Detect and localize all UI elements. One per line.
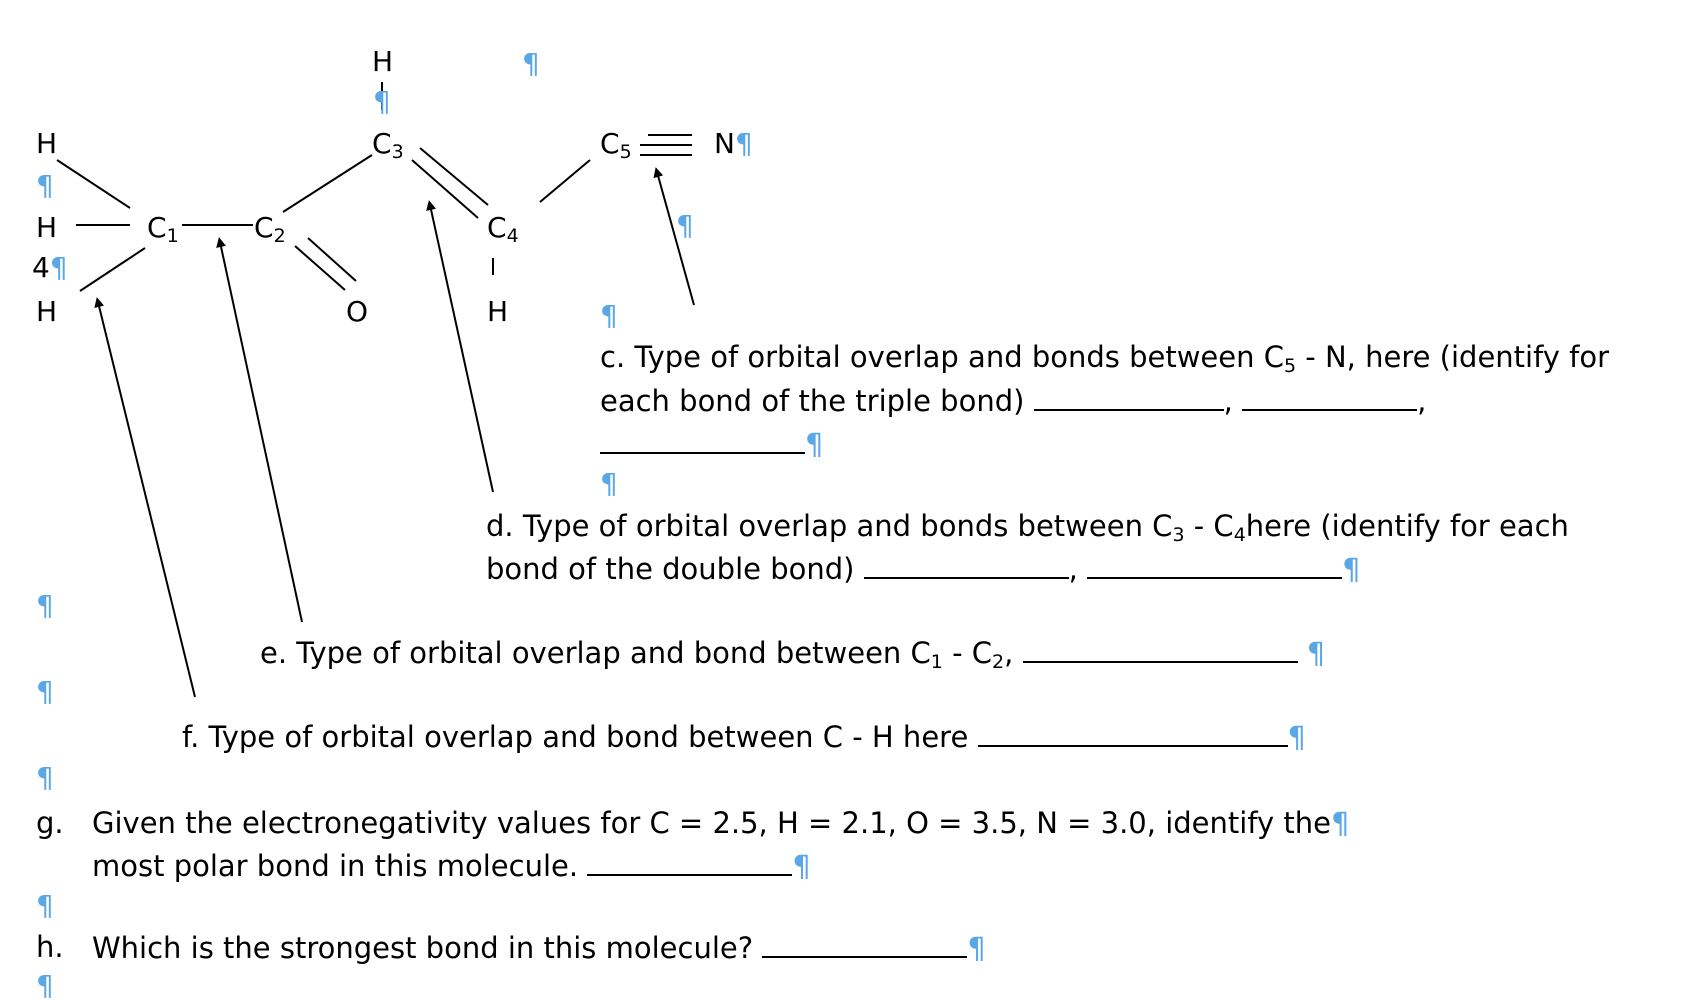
- atom-h3: H: [36, 295, 58, 328]
- atom-n: [714, 128, 753, 160]
- question-c-line1: [600, 340, 1610, 377]
- question-g-label: g.: [36, 806, 64, 840]
- pilcrow-mark: ¶: [600, 299, 618, 332]
- atom-c1-subscript: 1: [166, 225, 179, 247]
- pilcrow-mark: ¶: [676, 209, 694, 242]
- question-c-text-end: - N, here (identify for: [1296, 340, 1610, 374]
- pilcrow-mark: ¶: [1306, 636, 1326, 670]
- atom-h-c4: H: [487, 295, 509, 328]
- pilcrow-mark: ¶: [36, 589, 54, 622]
- atom-h2: H: [36, 211, 58, 244]
- question-e-subscript1: 1: [930, 651, 943, 673]
- pilcrow-mark: ¶: [1342, 552, 1361, 586]
- question-c-line2: [600, 383, 1426, 418]
- answer-blank-d1[interactable]: [864, 551, 1069, 579]
- atom-c2-symbol: C: [254, 211, 274, 244]
- pilcrow-mark: ¶: [36, 761, 54, 794]
- atom-h1: H: [36, 127, 58, 160]
- question-c-line3: [600, 426, 823, 461]
- question-e-end: ,: [1004, 636, 1023, 670]
- question-e-subscript2: 2: [992, 651, 1005, 673]
- question-d-text-end: here (identify for each: [1245, 509, 1569, 543]
- answer-blank-d2[interactable]: [1087, 551, 1342, 579]
- question-d-mid: - C: [1184, 509, 1234, 543]
- question-g-line1: [92, 806, 1349, 840]
- question-e-text: e. Type of orbital overlap and bond between C: [260, 636, 931, 670]
- comma: ,: [1223, 384, 1233, 418]
- pilcrow-mark: ¶: [36, 675, 54, 708]
- answer-blank-e[interactable]: [1023, 635, 1298, 663]
- answer-blank-f[interactable]: [978, 719, 1288, 747]
- answer-blank-h[interactable]: [762, 930, 967, 958]
- answer-blank-c2[interactable]: [1242, 383, 1417, 411]
- pilcrow-mark: ¶: [522, 47, 540, 80]
- comma: ,: [1068, 552, 1078, 586]
- pilcrow-mark: ¶: [734, 127, 753, 160]
- pilcrow-mark: ¶: [36, 889, 54, 922]
- pilcrow-mark: ¶: [36, 169, 54, 202]
- question-h-text: Which is the strongest bond in this molecule?: [92, 931, 763, 965]
- question-g-text: Given the electronegativity values for C = 2.5, H = 2.1, O = 3.5, N = 3.0, identify the: [92, 806, 1331, 840]
- arrow-f: [98, 302, 195, 697]
- atom-c1: [147, 211, 179, 247]
- pilcrow-mark: ¶: [967, 931, 986, 965]
- answer-blank-g[interactable]: [587, 848, 792, 876]
- pilcrow-mark: ¶: [373, 85, 391, 118]
- h-count-value: 4: [32, 251, 50, 284]
- atom-n-symbol: N: [714, 127, 735, 160]
- comma: ,: [1417, 384, 1427, 418]
- pilcrow-mark: ¶: [805, 427, 824, 461]
- pilcrow-mark: ¶: [1287, 720, 1306, 754]
- atom-c5-subscript: 5: [619, 141, 632, 163]
- pilcrow-mark: ¶: [792, 849, 811, 883]
- pilcrow-mark: ¶: [49, 251, 68, 284]
- bond-c2-c3: [283, 155, 372, 212]
- question-f-text: f. Type of orbital overlap and bond between C - H here: [182, 720, 978, 754]
- pilcrow-mark: ¶: [36, 969, 54, 1002]
- question-d-subscript1: 3: [1172, 524, 1185, 546]
- bond-c2-o-1: [295, 246, 345, 290]
- arrow-d: [430, 205, 493, 492]
- atom-c3-symbol: C: [372, 127, 392, 160]
- bond-c4-c5: [540, 160, 590, 202]
- question-f-line: [182, 719, 1306, 754]
- atom-c2: [254, 211, 286, 247]
- question-d-text: d. Type of orbital overlap and bonds between C: [486, 509, 1173, 543]
- atom-c2-subscript: 2: [273, 225, 286, 247]
- atom-c3-subscript: 3: [391, 141, 404, 163]
- pilcrow-mark: ¶: [1331, 806, 1350, 840]
- question-c-text2: each bond of the triple bond): [600, 384, 1034, 418]
- question-d-line1: [486, 509, 1569, 546]
- atom-c5: [600, 127, 632, 163]
- question-d-text2: bond of the double bond): [486, 552, 864, 586]
- arrow-e: [220, 242, 302, 622]
- pilcrow-mark: ¶: [600, 467, 618, 500]
- atom-o: O: [346, 295, 369, 328]
- question-g-text2: most polar bond in this molecule.: [92, 849, 588, 883]
- question-e-mid: - C: [942, 636, 993, 670]
- question-c-text: c. Type of orbital overlap and bonds between C: [600, 340, 1284, 374]
- atom-c4-symbol: C: [487, 211, 507, 244]
- question-g-line2: [92, 848, 811, 883]
- question-h-line: [92, 930, 986, 965]
- question-e-line: [260, 635, 1326, 673]
- question-c-subscript: 5: [1283, 355, 1297, 377]
- answer-blank-c1[interactable]: [1034, 383, 1224, 411]
- bond-c2-o-2: [308, 238, 356, 281]
- bond-h-c1-bottom: [80, 248, 145, 291]
- atom-c3: [372, 127, 404, 163]
- bond-h-c1-top: [57, 160, 130, 208]
- atom-h-top: H: [372, 45, 394, 78]
- question-h-label: h.: [36, 930, 64, 964]
- answer-blank-c3[interactable]: [600, 426, 805, 454]
- h-count: [32, 252, 68, 284]
- atom-c4-subscript: 4: [506, 225, 519, 247]
- atom-c1-symbol: C: [147, 211, 167, 244]
- atom-c4: [487, 211, 519, 247]
- atom-c5-symbol: C: [600, 127, 620, 160]
- question-d-subscript2: 4: [1233, 524, 1246, 546]
- question-d-line2: [486, 551, 1361, 586]
